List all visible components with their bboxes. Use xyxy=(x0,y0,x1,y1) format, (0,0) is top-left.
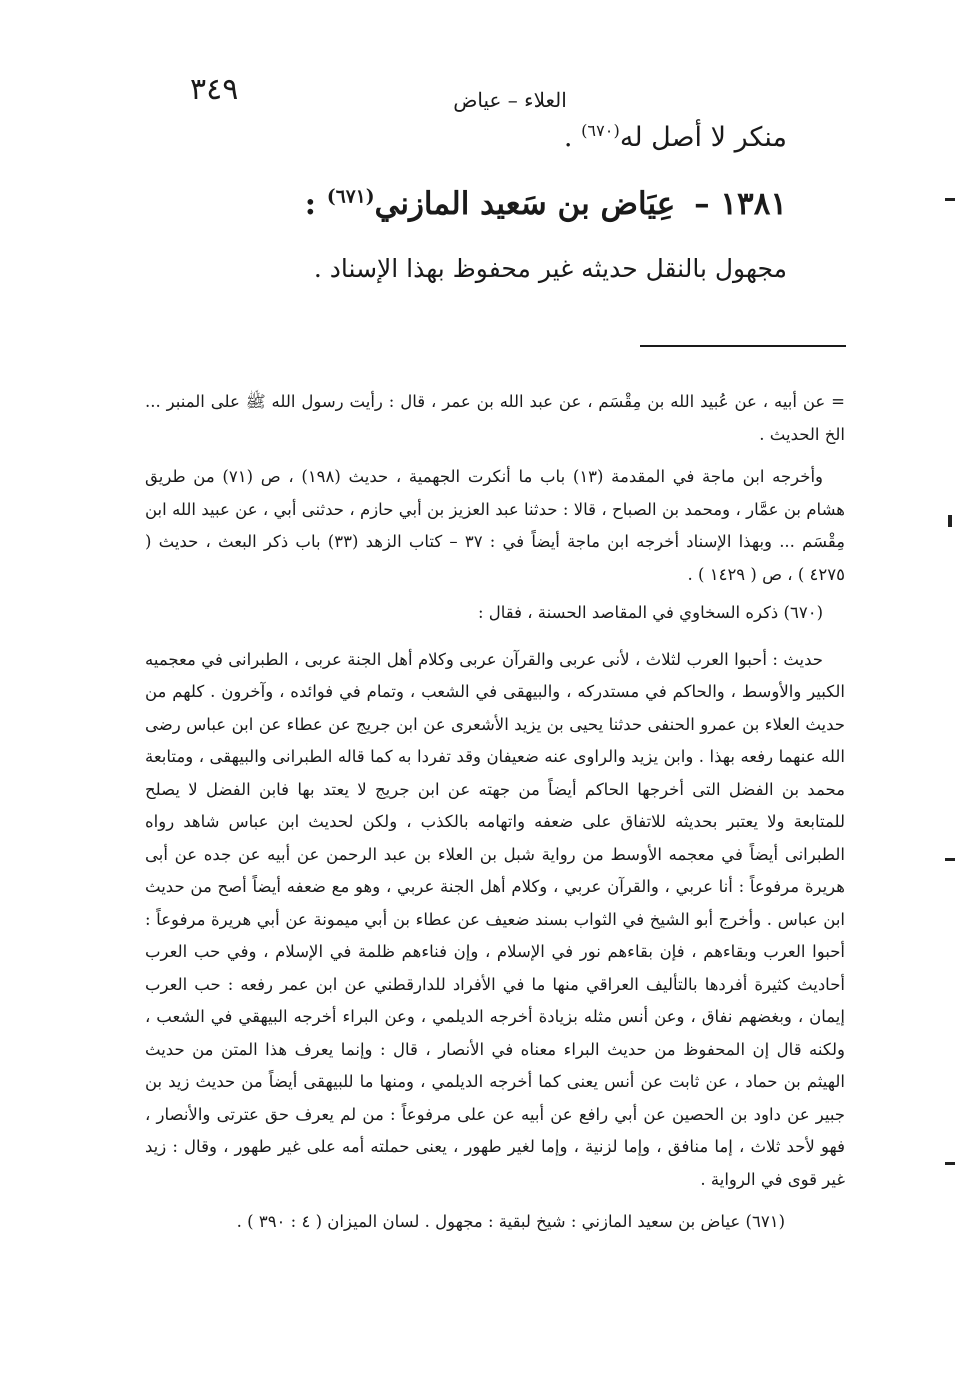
footnote-separator xyxy=(640,345,846,347)
edge-mark xyxy=(948,515,952,527)
entry-name: عِيَاض بن سَعيد المازني xyxy=(374,186,676,222)
footnote-671: (٦٧١) عياض بن سعيد المازني : شيخ لبقية : مجهول . لسان الميزان ( ٤ : ٣٩٠ ) . xyxy=(236,1212,785,1231)
entry-heading xyxy=(147,186,787,222)
running-title: العلاء – عياض xyxy=(453,88,567,112)
footnote-670-label: (٦٧٠) ذكره السخاوي في المقاصد الحسنة ، فقال : xyxy=(477,603,823,622)
page-number: ٣٤٩ xyxy=(190,72,239,107)
entry-number: ١٣٨١ – xyxy=(694,186,787,222)
footnote-ref-671[interactable]: (٦٧١) xyxy=(326,186,375,208)
entry-description: مجهول بالنقل حديثه غير محفوظ بهذا الإسناد . xyxy=(313,254,787,283)
footnote-continuation: = عن أبيه ، عن عُبيد الله بن مِقْسَم ، عن عبد الله بن عمر ، قال : رأيت رسول الله ﷺ على المنبر ... الخ الحديث . xyxy=(145,392,845,444)
main-line-1-text: منكر لا أصل له xyxy=(619,122,787,153)
footnote-takhrij: وأخرجه ابن ماجة في المقدمة (١٣) باب ما أنكرت الجهمية ، حديث (١٩٨) ، ص (٧١) من طريق هشام بن عمَّار ، ومحمد بن الصباح ، قالا : حدثنا عبد العزيز بن أبي حازم ، حدثنى أبي ، عن عبيد الله ابن مِقْسَم ... وبهذا الإسناد أخرجه ابن ماجة أيضاً في : ٣٧ – كتاب الزهد (٣٣) باب ذكر البعث ، حديث ( ٤٢٧٥ ) ، ص ( ١٤٢٩ ) . xyxy=(145,467,846,584)
edge-mark xyxy=(945,858,955,861)
main-line-1 xyxy=(147,122,787,153)
footnote-ref-670[interactable]: (٦٧٠) xyxy=(581,121,620,140)
main-line-1-end: . xyxy=(563,122,582,153)
entry-heading-end: : xyxy=(304,186,327,222)
edge-mark xyxy=(945,198,955,201)
edge-mark xyxy=(945,1162,955,1165)
footnote-670-body: حديث : أحبوا العرب لثلاث ، لأنى عربى والقرآن عربى وكلام أهل الجنة عربى ، الطبرانى في معجميه الكبير والأوسط ، والحاكم في مستدركه ، والبيهقى في الشعب ، وتمام في فوائده ، وآخرون . كلهم من حديث العلاء بن عمرو الحنفى حدثنا يحيى بن يزيد الأشعرى عن ابن جريج عن عطاء عن ابن عباس رضى الله عنهما رفعه بهذا . وابن يزيد والراوى عنه ضعيفان وقد تفردا به كما قاله الطبرانى والبيهقى ، ومتابعة محمد بن الفضل التى أخرجها الحاكم أيضاً من جهته عن ابن جريج لا يعتد بها فابن الفضل لا يصلح للمتابعة ولا يعتبر بحديثه للاتفاق على ضعفه واتهامه بالكذب ، ولكن لحديث ابن عباس شاهد رواه الطبرانى أيضاً في معجمه الأوسط من رواية شبل بن العلاء بن عبد الرحمن عن أبيه عن جده عن أبى هريرة مرفوعاً : أنا عربي ، والقرآن عربي ، وكلام أهل الجنة عربي ، وهو مع ضعفه أيضاً أصح من حديث ابن عباس . وأخرج أبو الشيخ في الثواب بسند ضعيف عن عطاء بن أبي ميمونة عن أبي هريرة مرفوعاً : أحبوا العرب وبقاءهم ، فإن بقاءهم نور في الإسلام ، وإن فناءهم ظلمة في الإسلام ، وفي حب العرب أحاديث كثيرة أفردها بالتأليف العراقي منها ما في الأفراد للدارقطني عن ابن عمر رفعه : حب العرب إيمان ، وبغضهم نفاق ، وعن أنس مثله بزيادة أخرجه الديلمي ، وعن البراء أخرجه البيهقي في الشعب ، ولكنه قال إن المحفوظ من حديث البراء معناه في الأنصار ، قال : وإنما يعرف هذا المتن من حديث الهيثم بن حماد ، عن ثابت عن أنس يعنى كما أخرجه الديلمي ، ومنها ما للبيهقى أيضاً من حديث زيد بن جبير عن داود بن الحصين عن أبي رافع عن أبيه عن على مرفوعاً : من لم يعرف حق عترتى والأنصار ، فهو لأحد ثلاث ، إما منافق ، وإما لزنية ، وإما لغير طهور ، يعنى حملته أمه على غير طهور ، وقال : زيد غير قوى في الرواية . xyxy=(145,649,845,1189)
footnotes-section xyxy=(145,386,845,1239)
